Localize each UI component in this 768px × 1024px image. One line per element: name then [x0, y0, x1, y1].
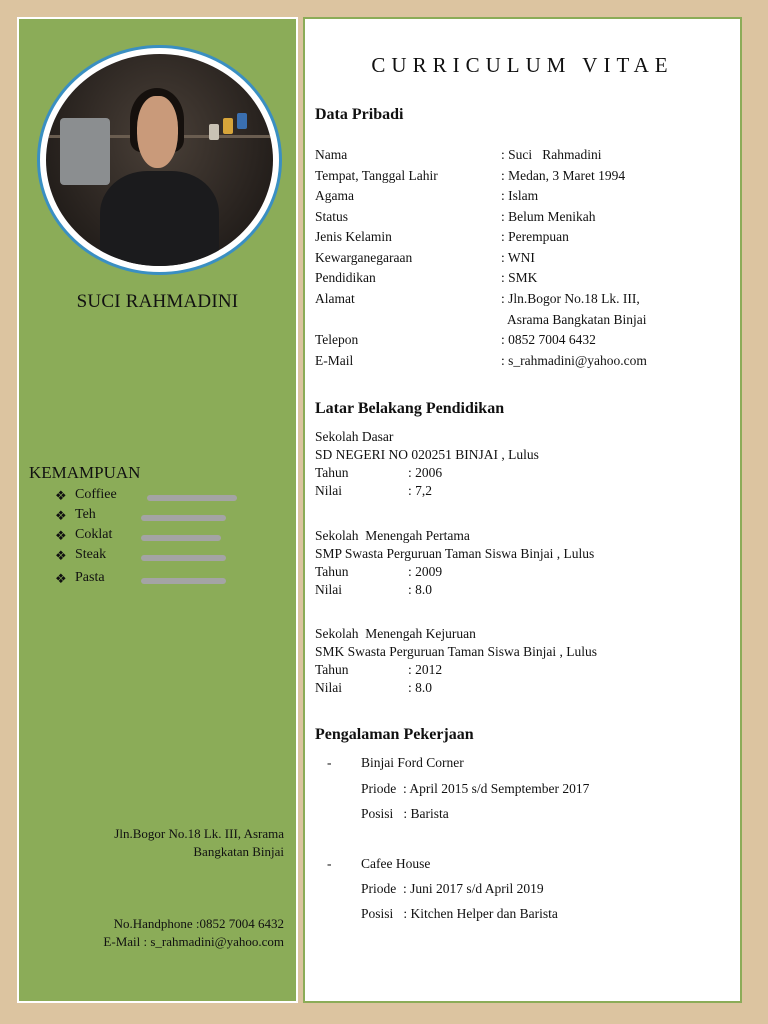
- personal-key: Kewarganegaraan: [315, 250, 413, 265]
- education-level: Sekolah Menengah Kejuruan: [315, 626, 476, 641]
- main-content: [303, 17, 742, 1003]
- score-value: : 7,2: [408, 483, 433, 498]
- diamond-bullet-icon: ❖: [55, 488, 67, 503]
- address-line: Bangkatan Binjai: [193, 844, 284, 859]
- personal-value: : Belum Menikah: [501, 209, 596, 224]
- sidebar-phone: No.Handphone :0852 7004 6432: [113, 916, 284, 931]
- photo-bottle: [209, 124, 219, 140]
- personal-value: : Medan, 3 Maret 1994: [501, 168, 626, 183]
- personal-value: : Perempuan: [501, 229, 569, 244]
- sidebar-name: SUCI RAHMADINI: [76, 291, 239, 312]
- skill-bar: [147, 495, 237, 501]
- skill-item: [55, 570, 275, 590]
- diamond-bullet-icon: ❖: [55, 548, 67, 563]
- skill-bar: [141, 535, 221, 541]
- personal-value: : s_rahmadini@yahoo.com: [501, 353, 647, 368]
- profile-photo-frame: [37, 45, 282, 275]
- skill-label: Teh: [75, 507, 96, 522]
- education-level: Sekolah Dasar: [315, 429, 394, 444]
- photo-face: [137, 96, 178, 168]
- score-value: : 8.0: [408, 680, 433, 695]
- personal-value: : WNI: [501, 250, 535, 265]
- skill-label: Coffiee: [75, 487, 117, 502]
- score-label: Nilai: [315, 483, 342, 498]
- personal-key: Pendidikan: [315, 270, 376, 285]
- sidebar: [17, 17, 298, 1003]
- job-position-text: Posisi : Barista: [361, 806, 449, 821]
- education-heading: Latar Belakang Pendidikan: [315, 400, 505, 417]
- personal-value: : SMK: [501, 270, 538, 285]
- photo-bottle: [237, 113, 247, 129]
- job-position-text: Posisi : Kitchen Helper dan Barista: [361, 906, 558, 921]
- score-label: Nilai: [315, 680, 342, 695]
- skill-item: [55, 507, 275, 527]
- address-line: Jln.Bogor No.18 Lk. III, Asrama: [114, 826, 284, 841]
- personal-key: Status: [315, 209, 349, 224]
- skill-item: [55, 527, 275, 547]
- education-school: SD NEGERI NO 020251 BINJAI , Lulus: [315, 447, 539, 462]
- cv-title: CURRICULUM VITAE: [371, 53, 674, 77]
- skills-title: KEMAMPUAN: [29, 463, 141, 482]
- dash-bullet: -: [327, 856, 332, 871]
- skill-label: Pasta: [75, 570, 105, 585]
- skill-label: Steak: [75, 547, 107, 562]
- year-value: : 2006: [408, 465, 443, 480]
- personal-key: Agama: [315, 188, 354, 203]
- personal-value: Asrama Bangkatan Binjai: [501, 312, 647, 327]
- diamond-bullet-icon: ❖: [55, 508, 67, 523]
- sidebar-contact: [103, 915, 284, 951]
- personal-key: Alamat: [315, 291, 355, 306]
- job-period-text: Priode : April 2015 s/d Semptember 2017: [361, 781, 590, 796]
- diamond-bullet-icon: ❖: [55, 528, 67, 543]
- skill-item: [55, 487, 275, 507]
- profile-photo: [46, 54, 273, 266]
- education-school: SMK Swasta Perguruan Taman Siswa Binjai , Lulus: [315, 644, 598, 659]
- job-place-text: Binjai Ford Corner: [361, 755, 464, 770]
- skill-label: Coklat: [75, 527, 113, 542]
- education-level: Sekolah Menengah Pertama: [315, 528, 470, 543]
- education-school: SMP Swasta Perguruan Taman Siswa Binjai , Lulus: [315, 546, 595, 561]
- skill-bar: [141, 515, 226, 521]
- year-label: Tahun: [315, 662, 349, 677]
- dash-bullet: -: [327, 755, 332, 770]
- skill-bar: [141, 555, 226, 561]
- diamond-bullet-icon: ❖: [55, 571, 67, 586]
- score-label: Nilai: [315, 582, 342, 597]
- personal-value: : Suci Rahmadini: [501, 147, 602, 162]
- year-value: : 2012: [408, 662, 443, 677]
- personal-key: Telepon: [315, 332, 359, 347]
- work-heading: Pengalaman Pekerjaan: [315, 726, 474, 743]
- personal-data-heading: Data Pribadi: [315, 106, 404, 123]
- personal-value: : Jln.Bogor No.18 Lk. III,: [501, 291, 640, 306]
- skill-item: [55, 547, 275, 567]
- job-period-text: Priode : Juni 2017 s/d April 2019: [361, 881, 544, 896]
- photo-bottle: [223, 118, 233, 134]
- personal-value: : Islam: [501, 188, 539, 203]
- photo-coffee-machine: [60, 118, 110, 186]
- personal-key: E-Mail: [315, 353, 354, 368]
- personal-key: Tempat, Tanggal Lahir: [315, 168, 438, 183]
- personal-value: : 0852 7004 6432: [501, 332, 596, 347]
- skill-bar: [141, 578, 226, 584]
- personal-key: Nama: [315, 147, 348, 162]
- year-label: Tahun: [315, 564, 349, 579]
- job-place-text: Cafee House: [361, 856, 431, 871]
- score-value: : 8.0: [408, 582, 433, 597]
- photo-shirt: [100, 171, 218, 266]
- sidebar-email: E-Mail : s_rahmadini@yahoo.com: [103, 934, 284, 949]
- personal-key: Jenis Kelamin: [315, 229, 392, 244]
- sidebar-address: [114, 825, 284, 861]
- year-label: Tahun: [315, 465, 349, 480]
- year-value: : 2009: [408, 564, 443, 579]
